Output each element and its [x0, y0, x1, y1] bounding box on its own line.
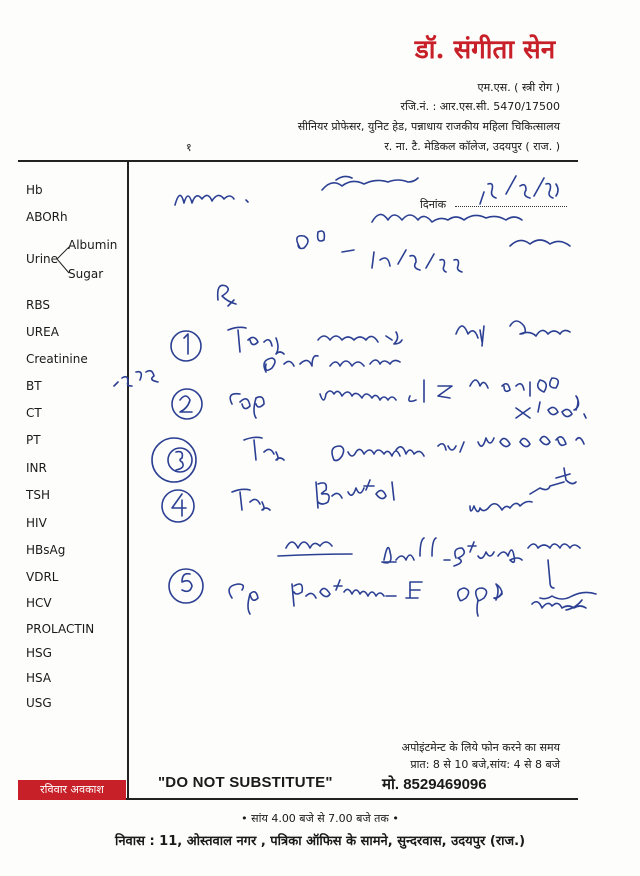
appointment-hours: प्रात: 8 से 10 बजे,सांय: 4 से 8 बजे	[410, 758, 560, 771]
item4-text	[232, 480, 394, 510]
test-bt: BT	[26, 379, 42, 393]
test-aborh: ABORh	[26, 210, 68, 224]
item1-text	[228, 321, 570, 354]
test-urine-sugar: Sugar	[68, 267, 104, 281]
item4-number	[172, 494, 186, 516]
item5-text	[229, 580, 502, 616]
test-hsg: HSG	[26, 646, 52, 660]
item2-text	[230, 378, 558, 418]
item2-circle	[172, 389, 202, 419]
sunday-off-badge: रविवार अवकाश	[18, 780, 126, 800]
item1-text-2	[264, 356, 400, 372]
test-ct: CT	[26, 406, 42, 420]
mobile-number: मो. 8529469096	[382, 776, 487, 793]
item5-signature	[532, 600, 586, 610]
residence-address: निवास : 11, ओस्तवाल नगर , पत्रिका ऑफिस के सामने, सुन्दरवास, उदयपुर (राज.)	[114, 834, 526, 849]
item3-circle	[152, 438, 196, 482]
appointment-call-time-label: अपोइंटमेन्ट के लिये फोन करने का समय	[401, 741, 560, 754]
lmp-date-scribble	[372, 250, 462, 272]
side-note	[114, 371, 158, 386]
adv-scribble	[322, 176, 418, 190]
item3-text	[244, 436, 584, 460]
test-tsh: TSH	[26, 488, 50, 502]
evening-hours: • सांय 4.00 बजे से 7.00 बजे तक •	[241, 812, 399, 825]
item1-number	[184, 334, 188, 354]
item2-text-2	[516, 396, 586, 418]
test-prolactin: PROLACTIN	[26, 622, 95, 636]
doctor-name: डॉ. संगीता सेन	[414, 35, 556, 65]
test-vdrl: VDRL	[26, 570, 59, 584]
item5-number	[182, 574, 192, 592]
test-rbs: RBS	[26, 298, 50, 312]
item5-side-mark	[540, 560, 596, 599]
doctor-qualification: एम.एस. ( स्त्री रोग )	[477, 81, 560, 94]
diagnosis-scribble-2	[510, 240, 570, 246]
item4-side	[470, 468, 576, 512]
patient-name-scribble	[175, 195, 248, 205]
college-name: र. ना. टै. मेडिकल कॉलेज, उदयपुर ( राज. )	[384, 140, 560, 153]
registration-number: रजि.नं. : आर.एस.सी. 5470/17500	[400, 100, 560, 113]
diagnosis-scribble	[372, 214, 522, 222]
item4-circle	[162, 490, 194, 522]
doctor-position: सीनियर प्रोफेसर, युनिट हेड, पन्नाधाय राजकीय महिला चिकित्सालय	[297, 120, 560, 133]
do-not-substitute-notice: "DO NOT SUBSTITUTE"	[158, 774, 333, 791]
test-usg: USG	[26, 696, 52, 710]
rx-symbol	[218, 285, 236, 306]
test-hsa: HSA	[26, 671, 52, 685]
item3-number	[176, 452, 183, 470]
test-pt: PT	[26, 433, 41, 447]
test-creatinine: Creatinine	[26, 352, 88, 366]
test-urine: Urine	[26, 252, 59, 266]
test-urine-albumin: Albumin	[68, 238, 118, 252]
date-label: दिनांक	[420, 198, 447, 211]
test-urea: UREA	[26, 325, 59, 339]
test-inr: INR	[26, 461, 47, 475]
date-scribble	[480, 176, 558, 204]
test-hb: Hb	[26, 183, 43, 197]
adv-follicular-scribble	[278, 538, 580, 566]
gp-scribble	[297, 231, 354, 252]
header-mark: १	[186, 141, 192, 154]
test-hiv: HIV	[26, 516, 47, 530]
test-hcv: HCV	[26, 596, 52, 610]
item2-number	[180, 396, 192, 412]
test-hbsag: HBsAg	[26, 543, 66, 557]
